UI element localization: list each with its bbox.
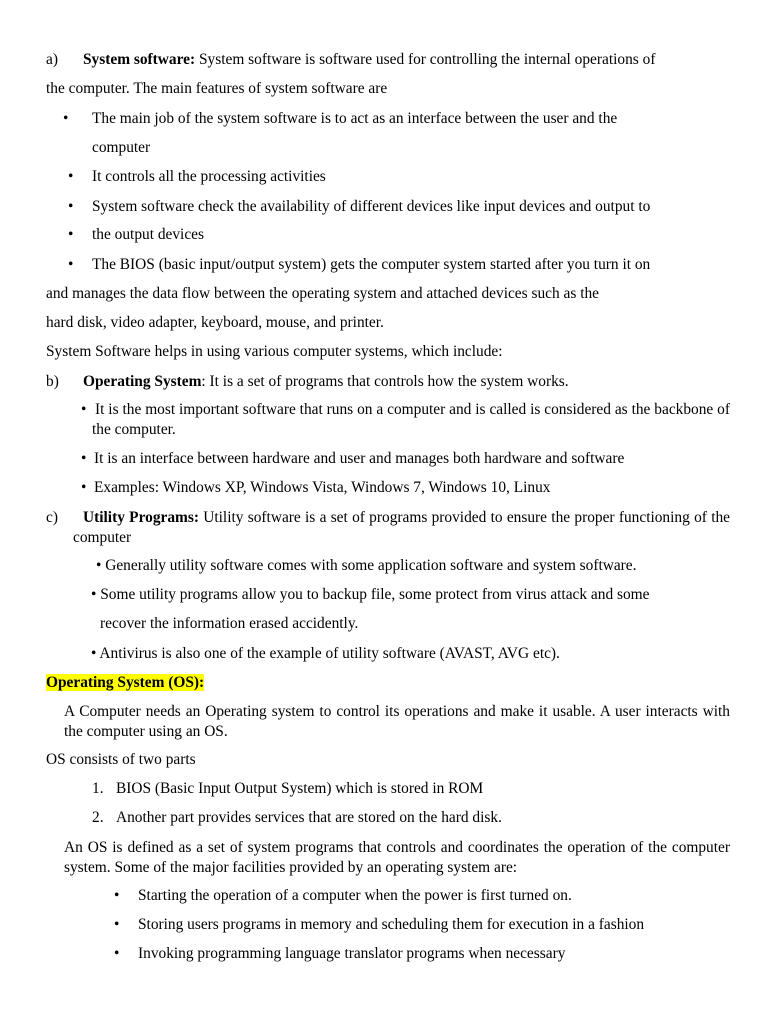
section-c-title: Utility Programs: [83, 509, 199, 526]
section-b-intro: : It is a set of programs that controls how the system works. [201, 373, 569, 390]
section-b-title: Operating System [83, 373, 202, 390]
list-item: The main job of the system software is to act as an interface between the user and the [92, 110, 618, 127]
text-line: hard disk, video adapter, keyboard, mouse, and printer. [46, 314, 384, 331]
numbered-item: Another part provides services that are stored on the hard disk. [116, 809, 502, 826]
list-item: • Some utility programs allow you to backup file, some protect from virus attack and some [91, 586, 650, 603]
bullet-marker: • [68, 226, 74, 243]
bullet-marker: • [114, 916, 120, 933]
numbered-marker: 2. [92, 809, 104, 826]
os-paragraph-1: A Computer needs an Operating system to control its operations and make it usable. A user interacts with the computer using an OS. [64, 703, 730, 740]
bullet-marker: • [114, 945, 120, 962]
section-a-intro: System software is software used for controlling the internal operations of [195, 51, 656, 68]
os-consists: OS consists of two parts [46, 751, 196, 768]
section-c-marker: c) [46, 509, 58, 526]
list-item: The BIOS (basic input/output system) gets the computer system started after you turn it on [92, 256, 651, 273]
list-item: Storing users programs in memory and scheduling them for execution in a fashion [138, 916, 645, 933]
bullet-marker: • [81, 450, 87, 467]
bullet-marker: • [68, 198, 74, 215]
bullet-marker: • [114, 887, 120, 904]
numbered-marker: 1. [92, 780, 104, 797]
list-item: Invoking programming language translator programs when necessary [138, 945, 566, 962]
section-c-intro: Utility software is a set of programs provided to ensure the proper functioning of the computer [73, 509, 730, 546]
bullet-marker: • [81, 479, 87, 496]
os-paragraph-2: An OS is defined as a set of system programs that controls and coordinates the operation of the computer system. Some of the major facilities provided by an operating system are: [64, 839, 730, 876]
numbered-item: BIOS (Basic Input Output System) which is stored in ROM [116, 780, 484, 797]
section-a-line1 [83, 50, 655, 70]
bullet-marker: • [63, 110, 69, 127]
list-item: Starting the operation of a computer when the power is first turned on. [138, 887, 572, 904]
list-item: It is the most important software that runs on a computer and is called is considered as the backbone of the computer. [92, 401, 730, 438]
bullet-marker: • [68, 168, 74, 185]
list-item: computer [92, 139, 151, 156]
section-b-marker: b) [46, 373, 59, 390]
section-b-line1 [83, 372, 569, 392]
text-line: System Software helps in using various computer systems, which include: [46, 343, 503, 360]
section-a-marker: a) [46, 51, 58, 68]
section-a-intro-cont: the computer. The main features of system software are [46, 80, 388, 97]
list-item: recover the information erased accidently. [100, 615, 359, 632]
list-item: • Generally utility software comes with some application software and system software. [96, 557, 637, 574]
text-line: and manages the data flow between the operating system and attached devices such as the [46, 285, 600, 302]
list-item: the output devices [92, 226, 204, 243]
list-item: Examples: Windows XP, Windows Vista, Windows 7, Windows 10, Linux [94, 479, 551, 496]
bullet-marker: • [81, 401, 87, 418]
os-heading-text: Operating System (OS): [46, 674, 205, 691]
os-heading [46, 673, 204, 693]
bullet-marker: • [68, 256, 74, 273]
list-item: System software check the availability of different devices like input devices and output to [92, 198, 651, 215]
list-item: It controls all the processing activities [92, 168, 326, 185]
section-c-paragraph [73, 508, 730, 548]
section-a-title: System software: [83, 51, 196, 68]
list-item: • Antivirus is also one of the example of utility software (AVAST, AVG etc). [91, 645, 560, 662]
list-item: It is an interface between hardware and user and manages both hardware and software [94, 450, 625, 467]
